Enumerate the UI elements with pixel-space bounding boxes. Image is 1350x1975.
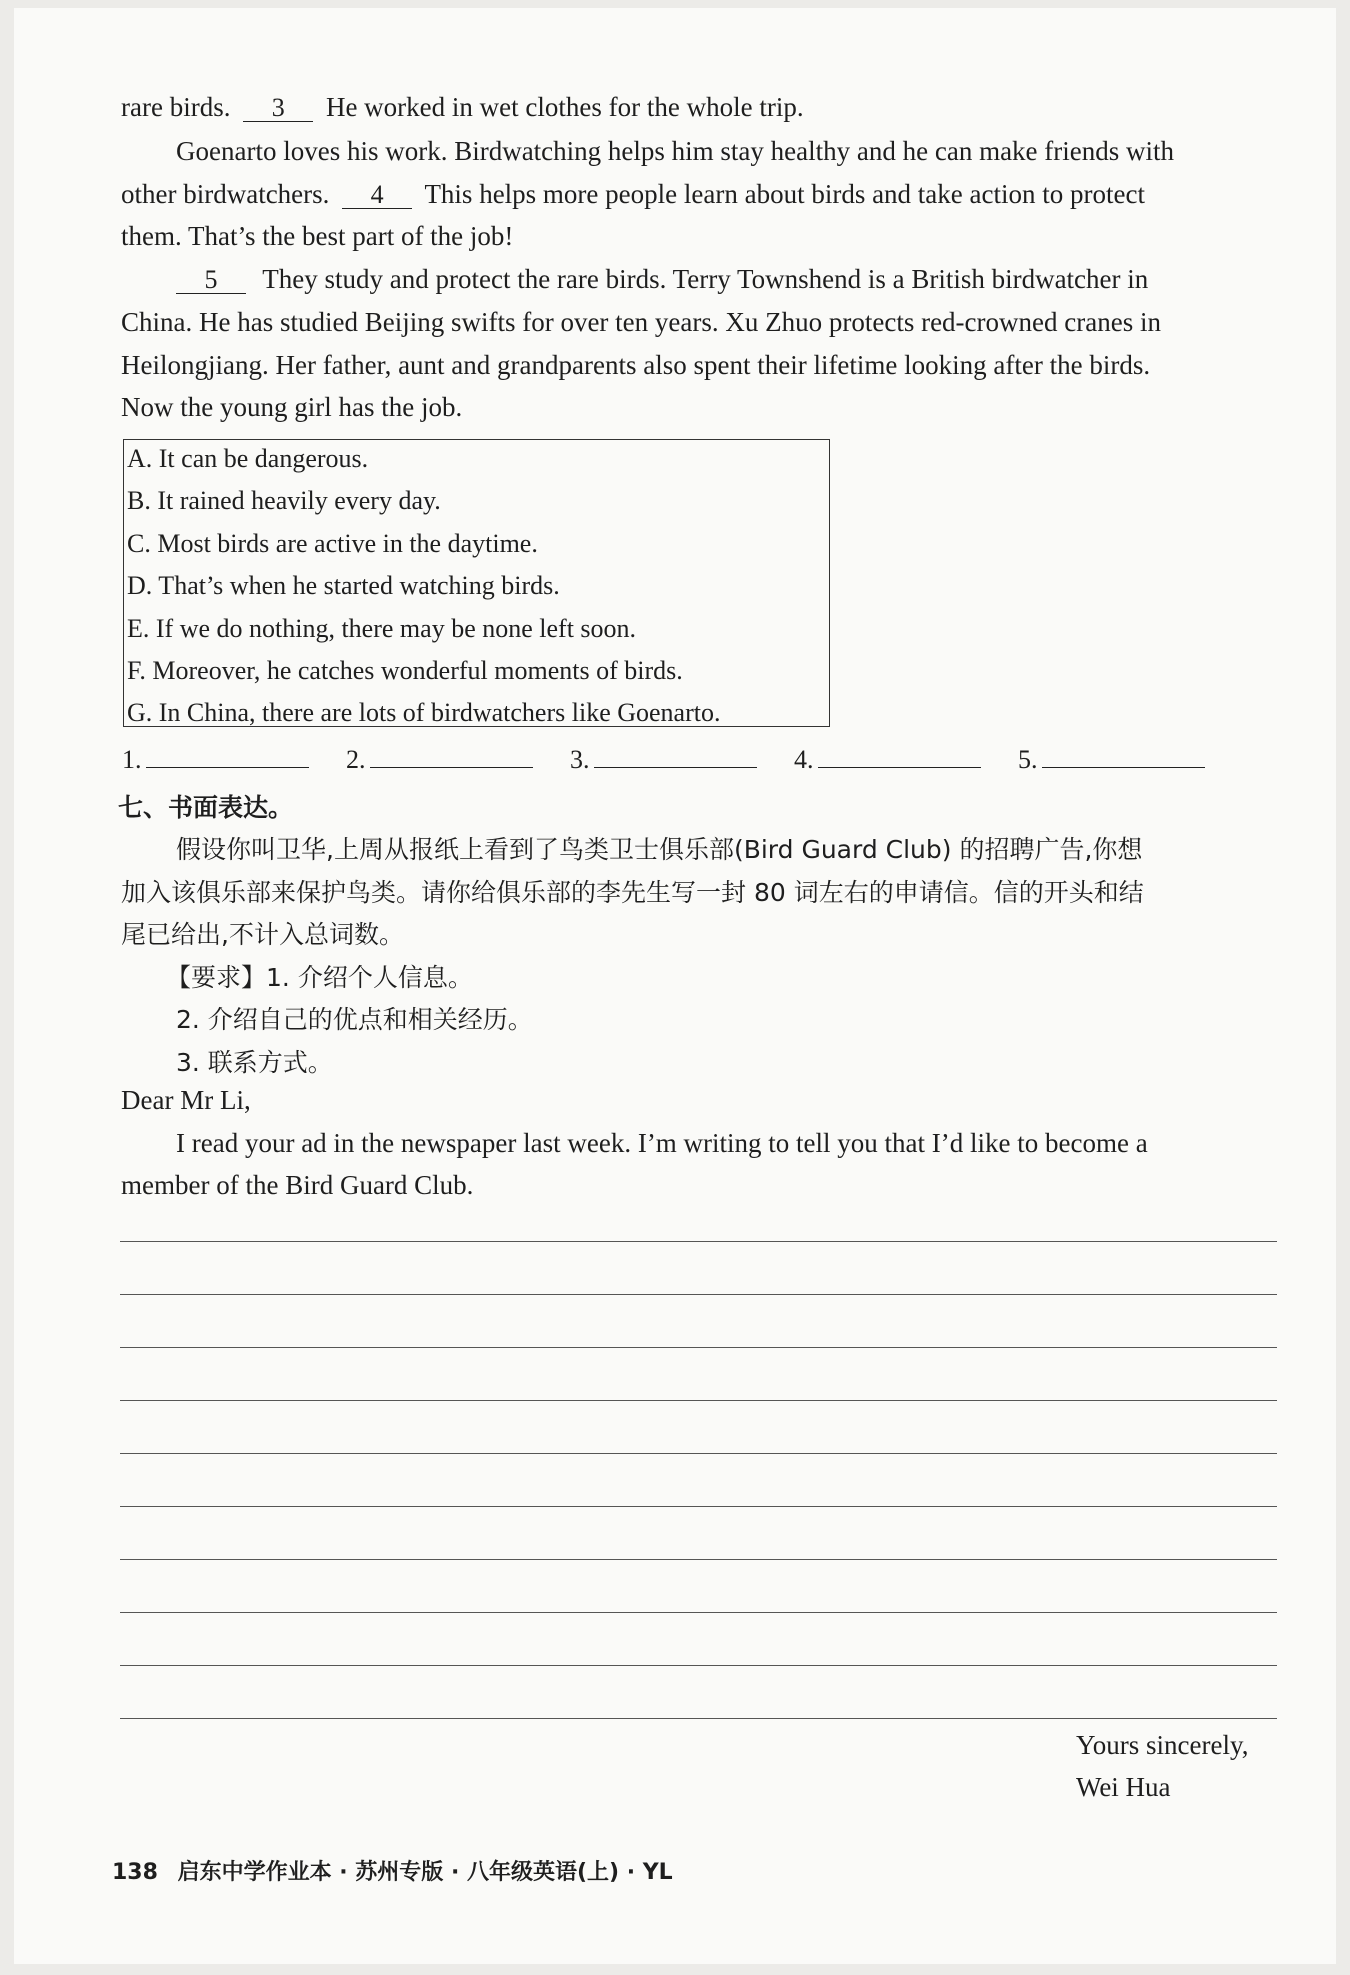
section-title: 七、书面表达。 <box>118 793 294 822</box>
passage-text: This helps more people learn about birds and take action to protect <box>424 179 1145 209</box>
prompt-line-3: 尾已给出,不计入总词数。 <box>121 920 404 949</box>
answer-number: 1. <box>122 745 142 774</box>
writing-line[interactable] <box>120 1241 1277 1242</box>
requirement-label: 【要求】 <box>166 963 267 992</box>
answer-number: 3. <box>570 745 590 774</box>
writing-line[interactable] <box>120 1718 1277 1719</box>
requirement-2: 2. 介绍自己的优点和相关经历。 <box>176 1005 533 1034</box>
writing-line[interactable] <box>120 1400 1277 1401</box>
answer-line[interactable] <box>594 747 757 768</box>
passage-line-6: China. He has studied Beijing swifts for over ten years. Xu Zhuo protects red-crowned cranes in <box>121 307 1161 337</box>
prompt-line-2: 加入该俱乐部来保护鸟类。请你给俱乐部的李先生写一封 80 词左右的申请信。信的开头和结 <box>121 878 1144 907</box>
blank-5: 5 <box>176 267 246 294</box>
blank-4: 4 <box>342 182 412 209</box>
answer-line[interactable] <box>146 747 309 768</box>
book-title: 启东中学作业本 · 苏州专版 · 八年级英语(上) · YL <box>177 1860 673 1885</box>
requirement-1 <box>166 958 473 994</box>
writing-line[interactable] <box>120 1294 1277 1295</box>
passage-line-2: Goenarto loves his work. Birdwatching helps him stay healthy and he can make friends with <box>176 136 1175 166</box>
passage-text: They study and protect the rare birds. Terry Townshend is a British birdwatcher in <box>262 264 1149 294</box>
writing-line[interactable] <box>120 1506 1277 1507</box>
passage-text: rare birds. <box>121 92 231 122</box>
answer-line[interactable] <box>818 747 981 768</box>
option-a: A. It can be dangerous. <box>127 444 369 473</box>
writing-line[interactable] <box>120 1453 1277 1454</box>
answer-blank-4[interactable] <box>794 745 981 775</box>
writing-line[interactable] <box>120 1347 1277 1348</box>
writing-line[interactable] <box>120 1665 1277 1666</box>
answer-number: 2. <box>346 745 366 774</box>
passage-line-1 <box>121 92 804 123</box>
passage-text: He worked in wet clothes for the whole trip. <box>325 92 804 122</box>
option-e: E. If we do nothing, there may be none left soon. <box>127 614 637 643</box>
letter-greeting: Dear Mr Li, <box>121 1085 251 1115</box>
letter-signature: Wei Hua <box>1076 1772 1171 1802</box>
option-d: D. That’s when he started watching birds. <box>127 571 560 600</box>
writing-line[interactable] <box>120 1559 1277 1560</box>
page-number: 138 <box>112 1860 158 1885</box>
writing-line[interactable] <box>120 1612 1277 1613</box>
option-f: F. Moreover, he catches wonderful moments of birds. <box>127 656 683 685</box>
passage-line-4: them. That’s the best part of the job! <box>121 221 514 251</box>
option-g: G. In China, there are lots of birdwatchers like Goenarto. <box>127 698 721 727</box>
prompt-line-1: 假设你叫卫华,上周从报纸上看到了鸟类卫士俱乐部(Bird Guard Club) 的招聘广告,你想 <box>176 835 1143 864</box>
letter-closing: Yours sincerely, <box>1076 1730 1249 1760</box>
option-c: C. Most birds are active in the daytime. <box>127 529 538 558</box>
page-footer <box>112 1855 673 1886</box>
answer-number: 4. <box>794 745 814 774</box>
passage-line-8: Now the young girl has the job. <box>121 392 463 422</box>
passage-line-7: Heilongjiang. Her father, aunt and grandparents also spent their lifetime looking after the birds. <box>121 350 1151 380</box>
requirement-3: 3. 联系方式。 <box>176 1048 333 1077</box>
answer-blank-5[interactable] <box>1018 745 1205 775</box>
passage-line-5 <box>176 264 1148 295</box>
letter-body-line-2: member of the Bird Guard Club. <box>121 1170 474 1200</box>
blank-3: 3 <box>243 95 313 122</box>
letter-body-line-1: I read your ad in the newspaper last week. I’m writing to tell you that I’d like to become a <box>176 1128 1148 1158</box>
answer-blank-2[interactable] <box>346 745 533 775</box>
answer-blank-1[interactable] <box>122 745 309 775</box>
answer-blank-3[interactable] <box>570 745 757 775</box>
passage-text: other birdwatchers. <box>121 179 330 209</box>
options-box <box>123 439 830 727</box>
option-b: B. It rained heavily every day. <box>127 486 441 515</box>
answer-line[interactable] <box>1042 747 1205 768</box>
answer-number: 5. <box>1018 745 1038 774</box>
requirement-text: 1. 介绍个人信息。 <box>266 963 473 992</box>
passage-line-3 <box>121 179 1145 210</box>
answer-line[interactable] <box>370 747 533 768</box>
